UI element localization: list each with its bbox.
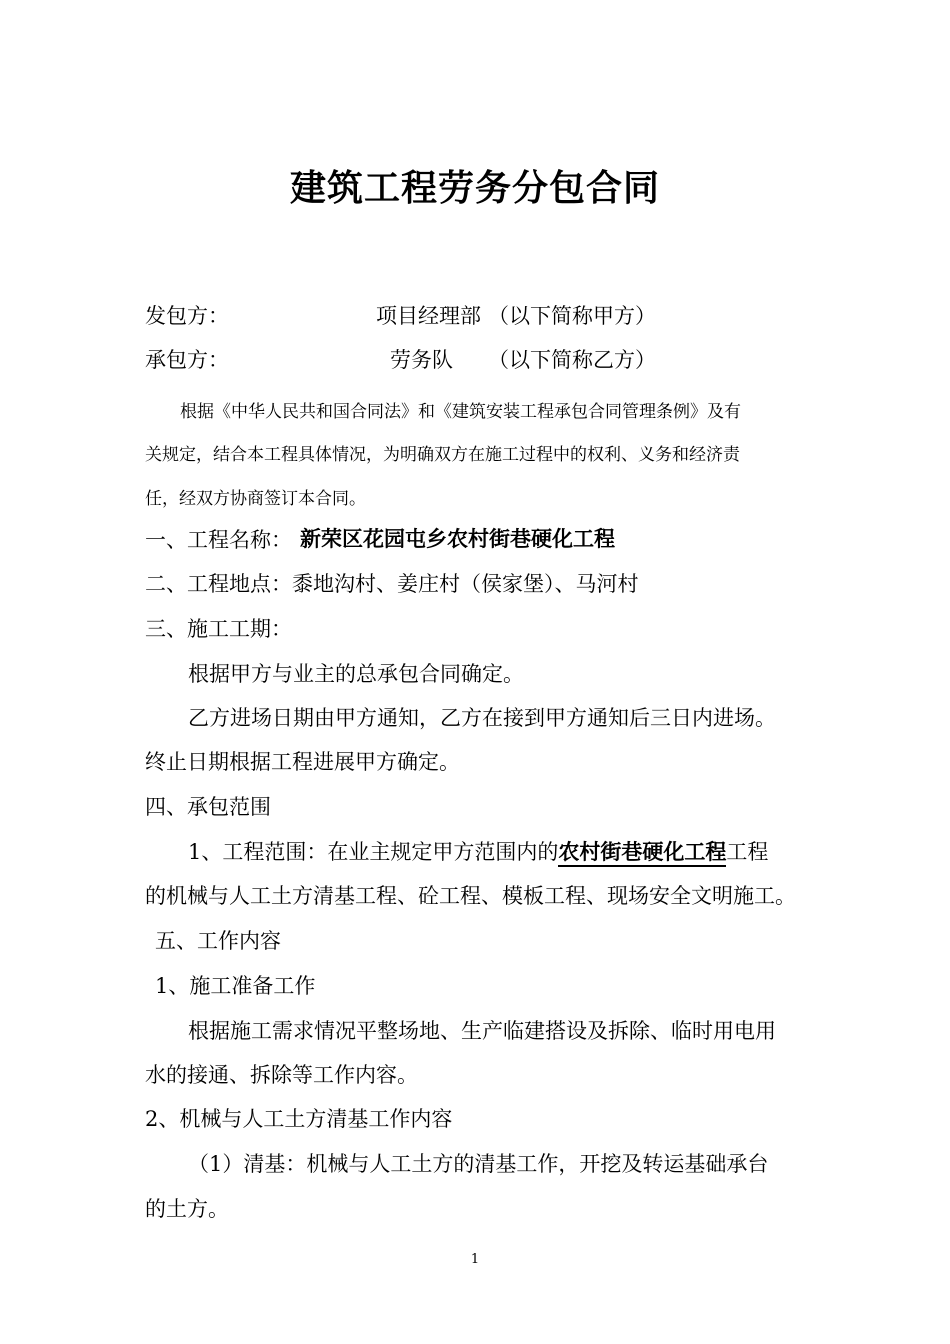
section-5-sub-1-line-2: 水的接通、拆除等工作内容。 (145, 1063, 418, 1087)
section-5-heading: 五、工作内容 (155, 929, 281, 953)
section-3-paragraph-1: 根据甲方与业主的总承包合同确定。 (188, 662, 524, 686)
subcontractor-label: 承包方： (145, 348, 229, 372)
scope-suffix: 工程 (726, 840, 769, 864)
project-name: 新荣区花园屯乡农村街巷硬化工程 (300, 527, 615, 551)
subcontractor-name: 劳务队 (390, 348, 453, 372)
preamble-line-3: 任，经双方协商签订本合同。 (145, 489, 366, 509)
subcontractor-note: （以下简称乙方） (488, 348, 656, 372)
contractor-label: 发包方： (145, 304, 229, 328)
contractor-note: （以下简称甲方） (488, 304, 656, 328)
section-4-paragraph-line-1 (188, 836, 768, 866)
preamble-line-1: 根据《中华人民共和国合同法》和《建筑安装工程承包合同管理条例》及有 (180, 402, 741, 422)
scope-prefix: 1、工程范围：在业主规定甲方范围内的 (188, 840, 559, 864)
section-3-paragraph-2-line-2: 终止日期根据工程进展甲方确定。 (145, 750, 460, 774)
contractor-name: 项目经理部 (376, 304, 481, 328)
section-4-heading: 四、承包范围 (145, 795, 271, 819)
section-3-heading: 三、施工工期： (145, 617, 292, 641)
section-5-sub-1: 1、施工准备工作 (155, 974, 316, 998)
section-3-paragraph-2-line-1: 乙方进场日期由甲方通知，乙方在接到甲方通知后三日内进场。 (188, 706, 776, 730)
document-title: 建筑工程劳务分包合同 (289, 167, 660, 209)
section-4-paragraph-line-2: 的机械与人工土方清基工程、砼工程、模板工程、现场安全文明施工。 (145, 884, 796, 908)
preamble-line-2: 关规定，结合本工程具体情况，为明确双方在施工过程中的权利、义务和经济责 (145, 445, 740, 465)
scope-emphasis: 农村街巷硬化工程 (558, 840, 726, 867)
section-5-sub-2: 2、机械与人工土方清基工作内容 (145, 1107, 453, 1131)
section-5-sub-1-line-1: 根据施工需求情况平整场地、生产临建搭设及拆除、临时用电用 (188, 1019, 776, 1043)
section-5-sub-2-line-2: 的土方。 (145, 1197, 229, 1221)
page-number: 1 (470, 1252, 480, 1267)
section-5-sub-2-line-1: （1）清基：机械与人工土方的清基工作，开挖及转运基础承台 (188, 1152, 769, 1176)
section-2-location: 二、工程地点：黍地沟村、姜庄村（侯家堡）、马河村 (145, 572, 639, 596)
section-1-label: 一、工程名称： (145, 528, 292, 552)
